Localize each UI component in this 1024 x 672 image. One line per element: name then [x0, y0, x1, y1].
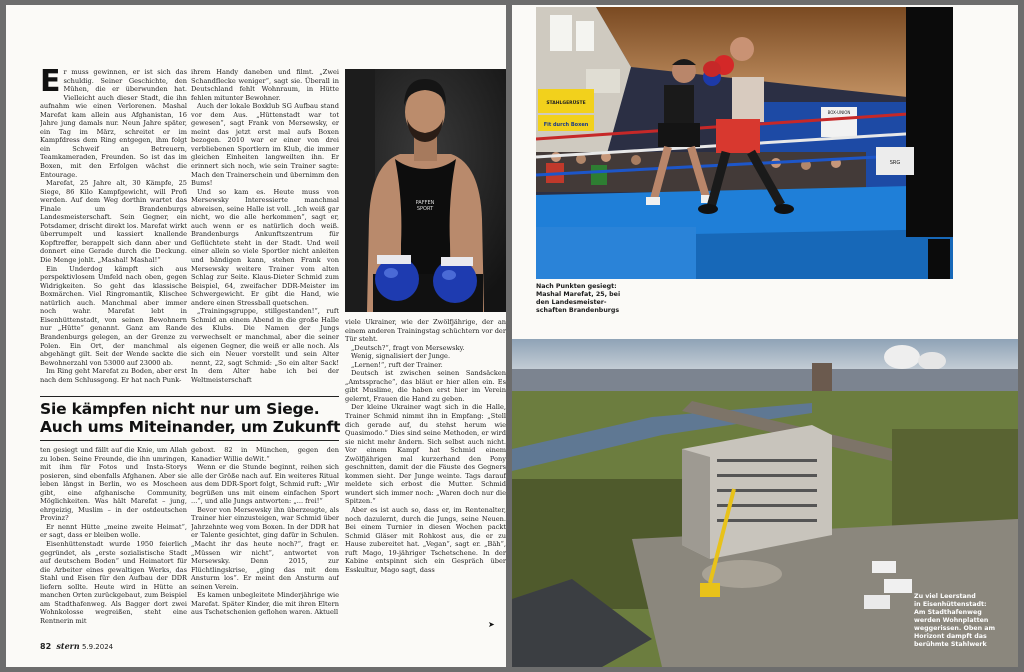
article-column-2-lower	[191, 446, 339, 632]
article-column-2	[191, 68, 339, 394]
paragraph: Im Ring geht Marefat zu Boden, aber erst nach dem Schlussgong. Er hat nach Punk-	[40, 367, 187, 384]
boxing-match-photo	[536, 7, 953, 279]
paragraph: Ein Underdog kämpft sich aus perspektivlosem Umfeld nach oben, gegen Widrigkeiten. So geht das klassische Boxmärchen. Viel Ringromantik, Klischee natürlich auch. Manchmal aber immer noch wahr. Marefat lebt in Eisenhüttenstadt, von seinen Bewohnern nur „Hütte“ genannt. Ganz am Rande Brandenburgs gelegen, an der Grenze zu Polen. Ein Ort, der manchmal als abgehängt gilt. Seit der Wende sackte die Bewohnerzahl von 53000 auf 23000 ab.	[40, 264, 187, 367]
paragraph: „Lernen!“, ruft der Trainer.	[351, 360, 443, 369]
caption-line: Am Stadthafenweg	[914, 609, 982, 616]
issue-date: 5.9.2024	[81, 643, 114, 651]
left-page	[6, 5, 506, 667]
sponsor-banner-text: STAHLGERÜSTE	[546, 101, 586, 106]
drop-cap: E	[40, 68, 61, 99]
article-column-1-lower	[40, 446, 187, 632]
caption-line: werden Wohnplatten	[914, 617, 989, 624]
paragraph: viele Ukrainer, wie der Zwölfjährige, der an einem anderen Trainingstag schüchtern vor der Tür steht.	[345, 318, 506, 344]
paragraph: Und so kam es. Heute muss von Mersewsky Interessierte manchmal abweisen, seine Halle ist voll. „Ich weiß gar nicht, wo die alle herkommen“, sagt er, auch wenn er es natürlich doch weiß. Brandenburgs Ankunftszentrum für Geflüchtete steht in der Stadt. Und weil einer allein so viele Sportler nicht anleiten und bändigen kann, stehen Frank von Mersewsky weitere Trainer vom alten Schlag zur Seite. Klaus-Dieter Schmid zum Beispiel, 64, zweifacher DDR-Meister im Schwergewicht. Er gibt die Hand, wie andere einen Stressball quetschen.	[191, 187, 339, 307]
right-page	[512, 5, 1018, 667]
paragraph: Bevor von Mersewsky ihn überzeugte, als Trainer hier einzusteigen, war Schmid über Jahrzehnte weg vom Boxen. In der DDR hat er Talente gesichtet, ging dafür in Schulen. „Macht ihr das heute noch?“, fragt er. „Müssen wir nicht“, antwortet von Mersewsky. Denn 2015, zur Flüchtlingskrise, „ging das mit dem Ansturm los“. Er meint den Ansturm auf seinen Verein.	[191, 505, 339, 591]
magazine-brand: stern	[56, 641, 80, 651]
paragraph: Wenn er die Stunde beginnt, reihen sich alle der Größe nach auf. Ein weiteres Ritual aus dem DDR-Sport folgt, Schmid ruft: „Wir begrüßen uns mit einem einfachen Sport ...“, und alle Jungs antworten: „... frei!“	[191, 463, 339, 506]
caption-line: berühmte Stahlwerk	[914, 641, 987, 648]
caption-line: schaften Brandenburgs	[536, 307, 620, 314]
caption-line: Mashal Marefat, 25, bei	[536, 291, 621, 298]
paragraph: Wenig, signalisiert der Junge.	[351, 352, 451, 361]
paragraph: Deutsch ist zwischen seinen Sandsäcken „Amtssprache“, das bläut er hier allen ein. Es gibt Muslime, die haben erst hier im Verein gelernt, Frauen die Hand zu geben.	[345, 369, 506, 403]
portrait-photo	[345, 69, 506, 312]
paragraph: Eisenhüttenstadt wurde 1950 feierlich gegründet, als „erste sozialistische Stadt auf deutschem Boden“ und Heimatort für die Arbeiter eines gewaltigen Werks, das Stahl und Eisen für den Aufbau der DDR liefern sollte. Heute wird in Hütte an manchen Orten zurückgebaut, zum Beispiel am Stadthafenweg. Als Bagger dort zwei Wohnkolosse wegreißen, steht eine Rentnerin mit	[40, 540, 187, 625]
headline-rule-bottom	[40, 440, 339, 441]
caption-line: Nach Punkten gesiegt:	[536, 283, 617, 290]
corner-badge-text: SRG	[889, 160, 901, 166]
boxing-photo-caption	[536, 283, 656, 315]
paragraph: geboxt. 82 in München, gegen den Kanadier Willie deWit.“	[191, 446, 339, 463]
paragraph: Er nennt Hütte „meine zweite Heimat“, er sagt, dass er bleiben wolle.	[40, 522, 187, 540]
paragraph: ihrem Handy daneben und filmt. „Zwei Schandflecke weniger“, sagt sie. Überall in Deutschland fehlt Wohnraum, in Hütte fehlen mitunter Bewohner.	[191, 68, 339, 102]
continue-arrow-icon: ➤	[488, 620, 495, 629]
pull-quote-headline	[40, 400, 340, 436]
boxing-ring-image	[536, 7, 953, 279]
paragraph: Aber es ist auch so, dass er, im Rentenalter, noch dazulernt, durch die Jungs, seine Neuen. Bei einem Turnier in diesen Wochen packt Schmid Gläser mit Rohkost aus, die er zu Hause zubereitet hat. „Vegan“, sagt er. „Bäh“, ruft Mago, 19-jähriger Tschetschene. In der Kabine entspinnt sich ein Gespräch über Esskultur, Mago sagt, dass	[345, 506, 506, 574]
page-folio	[40, 641, 113, 651]
paragraph: „Trainingsgruppe, stillgestanden!“, ruft Schmid an einem Abend in die große Halle des Klubs. Die Namen der Jungs verwechselt er manchmal, aber die seiner eigenen Gegner, die weiß er alle noch. Als sich ein Neuer vorstellt und sein Alter nennt, 22, sagt Schmid: „So ein alter Sack! In dem Alter habe ich bei der Weltmeisterschaft	[191, 307, 339, 384]
paragraph: Es kamen unbegleitete Minderjährige wie Marefat. Später Kinder, die mit ihren Eltern aus Tschetschenien geflohen waren. Aktuell	[191, 591, 339, 617]
caption-line: weggerissen. Oben am	[914, 625, 996, 632]
paragraph: ten gesiegt und fällt auf die Knie, um Allah zu loben. Seine Freunde, die ihn umringen, mit ihm für Fotos und Insta-Storys posieren, sind ebenfalls Afghanen. Aber sie leben längst in Berlin, wo es Moscheen gibt, eine afghanische Community, Möglichkeiten. Was hält Marefat – jung, ehrgeizig, Muslim – in der ostdeutschen Provinz?	[40, 446, 187, 523]
paragraph: r muss gewinnen, er ist sich das schuldig. Seiner Geschichte, den Mühen, die er überwunden hat. Vielleicht auch dieser Stadt, die ihn aufnahm wie einen Verlorenen. Mashal Marefat kam allein aus Afghanistan, 16 Jahre jung damals nur. Neun Jahre später, ein Tag im März, schreitet er im Kampfdress dem Ring entgegen, ihm folgt ein Schweif an Betreuern, Teamkameraden, Freunden. So ist das im Boxen, mit den Erfolgen wächst die Entourage.	[40, 68, 187, 179]
caption-line: den Landesmeister-	[536, 299, 607, 306]
headline-line: Auch ums Miteinander, um Zukunft	[40, 418, 341, 436]
sponsor-banner-text: Fit durch Boxen	[543, 122, 589, 128]
headline-line: Sie kämpfen nicht nur um Siege.	[40, 400, 320, 418]
article-column-1	[40, 68, 187, 394]
paragraph: Marefat, 25 Jahre alt, 30 Kämpfe, 25 Siege, 86 Kilo Kampfgewicht, will Profi werden. Auf dem Weg dorthin wartet das Finale um Brandenburgs Landesmeisterschaft. Sein Gegner, ein Potsdamer, drischt direkt los. Marefat wirkt überrumpelt und kassiert knallende Kopftreffer, berappelt sich dann aber und donnert eine Gerade durch die Deckung. Die Menge johlt. „Mashal! Mashal!“	[40, 179, 187, 265]
article-column-3	[345, 318, 506, 631]
boxer-portrait-image	[345, 69, 506, 312]
club-banner-text: BOX-UNION	[827, 110, 851, 115]
aerial-photo-caption	[914, 593, 1014, 649]
paragraph: „Deutsch?“, fragt von Mersewsky.	[351, 343, 465, 352]
paragraph: Auch der lokale Boxklub SG Aufbau stand vor dem Aus. „Hüttenstadt war tot gewesen“, sagt Frank von Mersewsky, er meint das jetzt erst mal aufs Boxen bezogen. 2010 war er einer von drei verbliebenen Sportlern im Klub, die immer gleichen Einheiten langweilten ihn. Er erinnert sich noch, wie sein Trainer sagte: Mach den Trainerschein und übernimm den Bums!	[191, 102, 339, 188]
page-number: 82	[40, 642, 52, 651]
caption-line: Zu viel Leerstand	[914, 593, 976, 600]
caption-line: Horizont dampft das	[914, 633, 987, 640]
paragraph: Der kleine Ukrainer wagt sich in die Halle, Trainer Schmid nimmt ihn in Empfang: „Stell dich gerade auf, du stehst herum wie Quasimodo.“ Dies sind seine Methoden, er wird sie nicht mehr ändern. Sich selbst auch nicht. Vor einem Kampf hat Schmid einem Zwölfjährigen mal kurzerhand den Pony geschnitten, damit der die Fäuste des Gegners kommen sieht. Der Junge weinte. Tags darauf meldete sich erbost die Mutter. Schmid wundert sich immer noch: „Waren doch nur die Spitzen.“	[345, 403, 506, 506]
shirt-logo-text: SPORT	[416, 206, 434, 212]
caption-line: in Eisenhüttenstadt:	[914, 601, 987, 608]
headline-rule-top	[40, 396, 339, 397]
shirt-logo-text: PAFFEN	[415, 200, 435, 206]
